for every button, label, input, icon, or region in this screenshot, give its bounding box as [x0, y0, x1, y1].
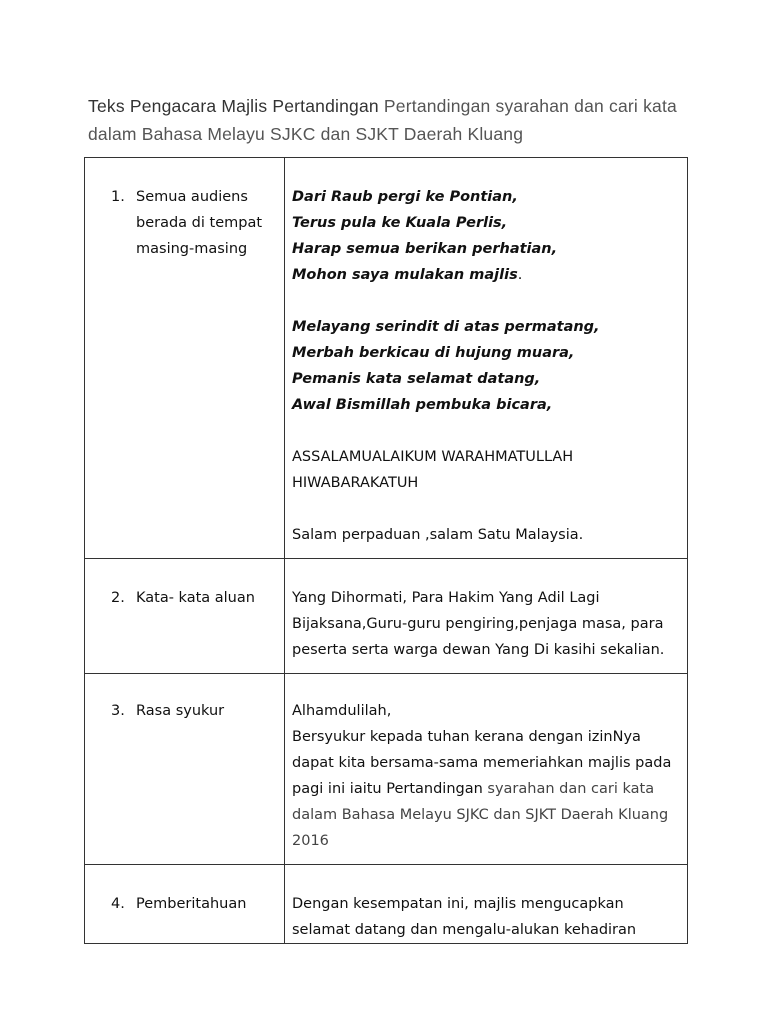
row-content-cell [285, 674, 688, 865]
script-table [84, 157, 688, 944]
gratitude-body: Bersyukur kepada tuhan kerana dengan izinNya dapat kita bersama-sama memeriahkan majlis pada pagi ini iaitu Pertandingan [292, 729, 672, 797]
row-label: Kata- kata aluan [136, 590, 255, 606]
pantun-line: Harap semua berikan perhatian, [292, 241, 558, 257]
row-label: Pemberitahuan [136, 896, 247, 912]
gratitude-opening: Alhamdulilah, [292, 703, 392, 719]
row-label: Rasa syukur [136, 703, 225, 719]
pantun-line: Terus pula ke Kuala Perlis, [292, 215, 508, 231]
row-number: 1. [111, 189, 125, 205]
row-number: 2. [111, 590, 125, 606]
pantun-opening [292, 184, 677, 288]
row-content-cell [285, 865, 688, 944]
pantun-line: Pemanis kata selamat datang, [292, 371, 541, 387]
table-row [85, 559, 688, 674]
row-label-cell [85, 865, 285, 944]
document-title [88, 92, 688, 148]
salam-text: Salam perpaduan ,salam Satu Malaysia. [292, 527, 584, 543]
pantun-line: Dari Raub pergi ke Pontian, [292, 189, 518, 205]
row-number: 4. [111, 896, 125, 912]
title-main: Teks Pengacara Majlis Pertandingan [88, 96, 379, 116]
row-label: Semua audiens berada di tempat masing-masing [136, 189, 263, 257]
pantun-period: . [517, 267, 523, 283]
pantun-line: Mohon saya mulakan majlis [292, 267, 518, 283]
row-label-cell [85, 158, 285, 559]
title-event: Pertandingan syarahan dan cari kata dalam Bahasa Melayu SJKC dan SJKT Daerah Kluang [88, 96, 677, 144]
pantun-line: Awal Bismillah pembuka bicara, [292, 397, 553, 413]
greeting-text: ASSALAMUALAIKUM WARAHMATULLAH HIWABARAKATUH [292, 449, 574, 491]
row-label-cell [85, 674, 285, 865]
pantun-line: Melayang serindit di atas permatang, [292, 319, 600, 335]
table-row [85, 674, 688, 865]
table-row [85, 865, 688, 944]
row-label-cell [85, 559, 285, 674]
pantun-welcome [292, 314, 677, 418]
row-number: 3. [111, 703, 125, 719]
pantun-line: Merbah berkicau di hujung muara, [292, 345, 575, 361]
gratitude-text [292, 724, 677, 854]
announcement-text: Dengan kesempatan ini, majlis mengucapkan selamat datang dan mengalu-alukan kehadiran [292, 896, 637, 938]
table-row [85, 158, 688, 559]
row-content-cell [285, 559, 688, 674]
event-name: syarahan dan cari kata dalam Bahasa Melayu SJKC dan SJKT Daerah Kluang 2016 [292, 781, 669, 849]
welcome-text: Yang Dihormati, Para Hakim Yang Adil Lagi Bijaksana,Guru-guru pengiring,penjaga masa, para peserta serta warga dewan Yang Di kasihi sekalian. [292, 590, 665, 658]
row-content-cell [285, 158, 688, 559]
